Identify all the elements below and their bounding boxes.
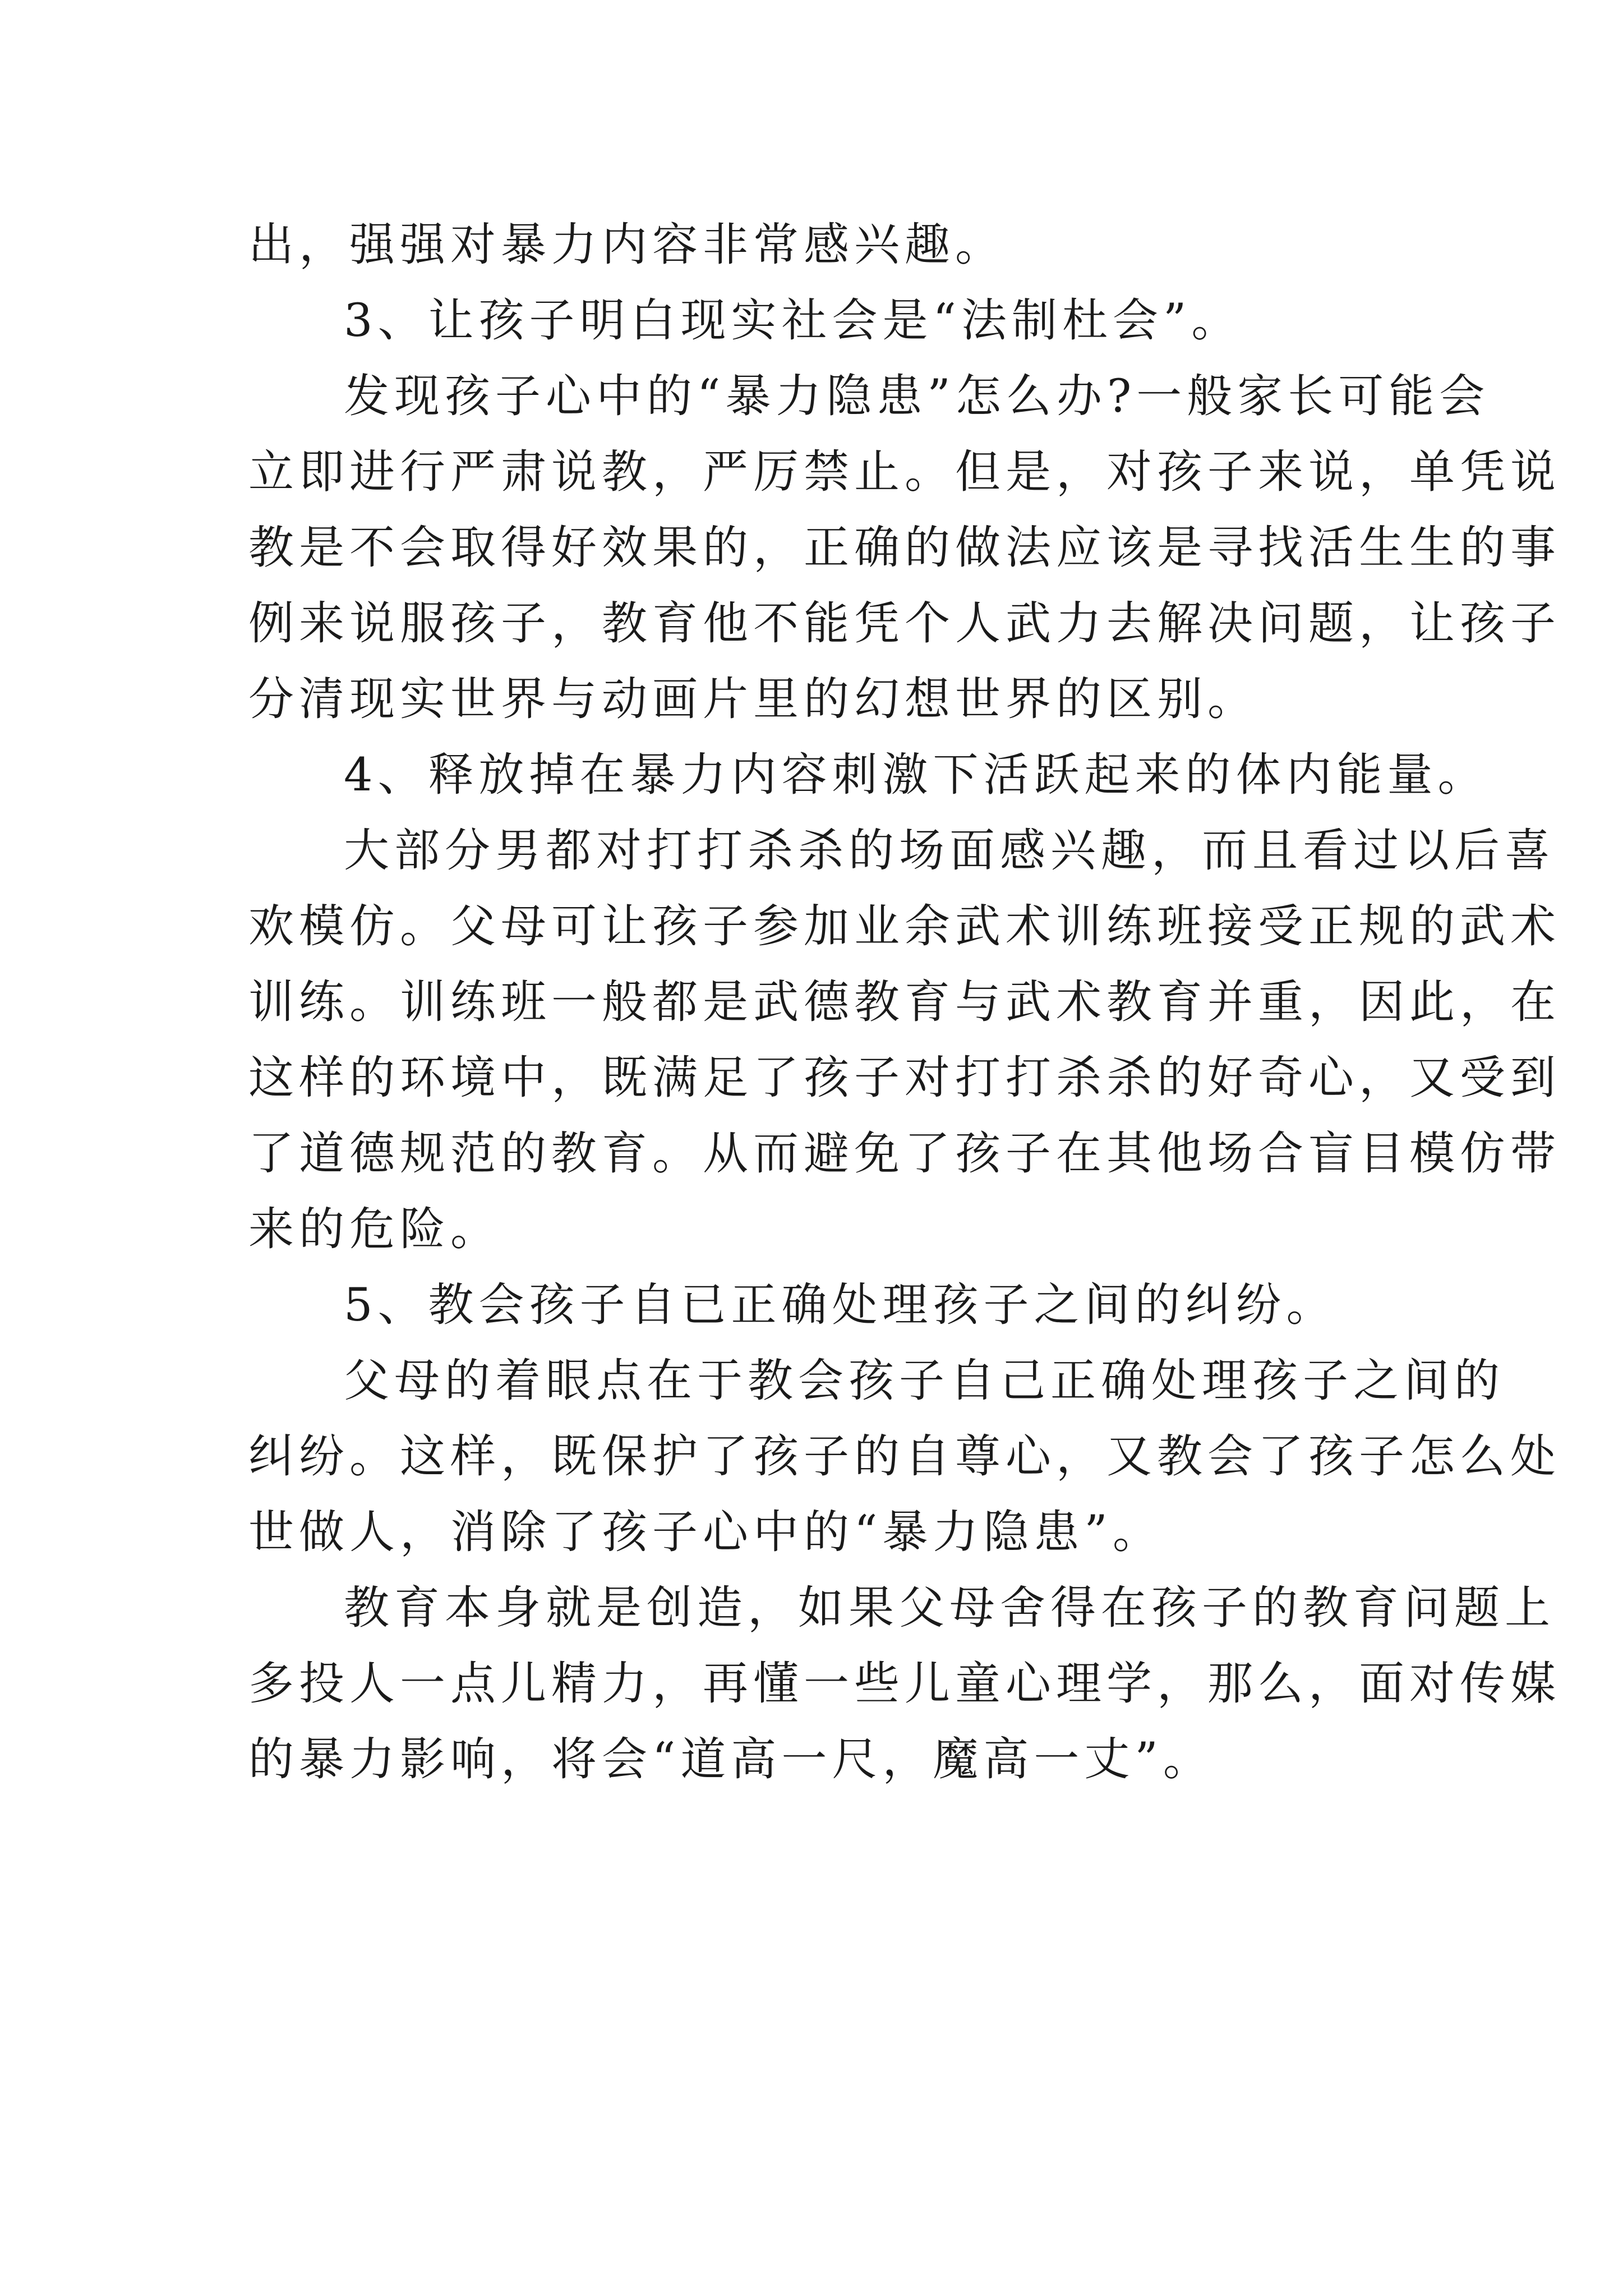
text-line: 发现孩子心中的“暴力隐患”怎么办?一般家长可能会 xyxy=(344,370,1490,423)
text-line: 世做人，消除了孩子心中的“暴力隐患”。 xyxy=(248,1506,1163,1559)
text-line: 大部分男都对打打杀杀的场面感兴趣，而且看过以后喜 xyxy=(344,825,1556,877)
text-line: 教是不会取得好效果的，正确的做法应该是寻找活生生的事 xyxy=(248,522,1561,574)
text-line: 多投人一点儿精力，再懂一些儿童心理学，那么，面对传媒 xyxy=(248,1658,1561,1710)
text-line: 欢模仿。父母可让孩子参加业余武术训练班接受正规的武术 xyxy=(248,900,1561,953)
text-line: 分清现实世界与动画片里的幻想世界的区别。 xyxy=(248,673,1258,726)
heading-line-5: 5、教会孩子自已正确处理孩子之间的纠纷。 xyxy=(344,1279,1337,1332)
text-line: 教育本身就是创造，如果父母舍得在孩子的教育问题上 xyxy=(344,1582,1556,1635)
document-body xyxy=(248,208,1561,1798)
text-line: 纠纷。这样，既保护了孩子的自尊心，又教会了孩子怎么处 xyxy=(248,1430,1561,1483)
text-line: 这样的环境中，既满足了孩子对打打杀杀的好奇心，又受到 xyxy=(248,1052,1561,1105)
text-line: 父母的着眼点在于教会孩子自己正确处理孩子之间的 xyxy=(344,1355,1505,1407)
text-line: 训练。训练班一般都是武德教育与武术教育并重，因此，在 xyxy=(248,976,1561,1029)
heading-line-4: 4、释放掉在暴力内容刺激下活跃起来的体内能量。 xyxy=(344,749,1488,802)
text-line: 例来说服孩子，教育他不能凭个人武力去解决问题，让孩子 xyxy=(248,597,1561,650)
text-line: 了道德规范的教育。从而避免了孩子在其他场合盲目模仿带 xyxy=(248,1128,1561,1180)
heading-line-3: 3、让孩子明白现实社会是“法制杜会”。 xyxy=(344,295,1242,347)
text-line: 立即进行严肃说教，严厉禁止。但是，对孩子来说，单凭说 xyxy=(248,446,1561,499)
text-line: 的暴力影响，将会“道高一尺，魔高一丈”。 xyxy=(248,1733,1214,1786)
text-line: 来的危险。 xyxy=(248,1203,501,1256)
text-line: 出，强强对暴力内容非常感兴趣。 xyxy=(248,219,1006,272)
